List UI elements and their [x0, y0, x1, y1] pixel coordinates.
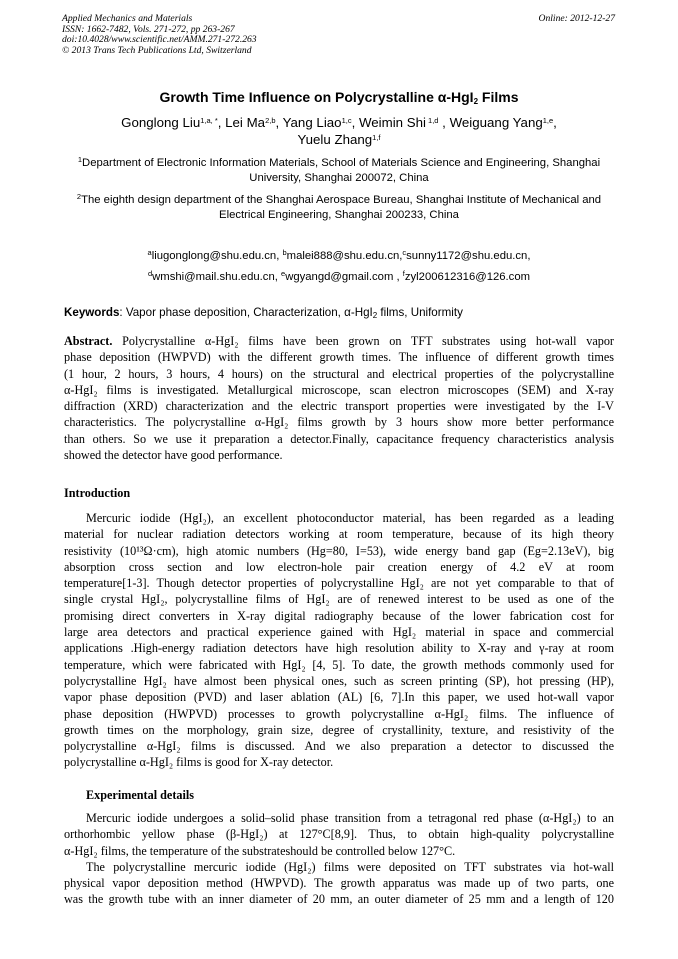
keywords-label: Keywords: [64, 306, 120, 319]
abstract-line: (1 hour, 2 hours, 3 hours, 4 hours) on the structural and electrical properties of the polycrystalline: [64, 366, 614, 381]
email-mark: b: [282, 248, 287, 257]
doi-line: doi:10.4028/www.scientific.net/AMM.271-272.263: [62, 34, 257, 45]
affiliation-1: [70, 156, 608, 185]
abstract: [64, 333, 614, 463]
email-link[interactable]: zyl200612316@126.com: [404, 271, 531, 283]
email-mark: c: [402, 248, 407, 257]
paragraph-line: large area detectors and practical experience gained with HgI₂ material in space and commercial: [64, 625, 614, 640]
email-link[interactable]: sunny1172@shu.edu.cn,: [406, 250, 531, 262]
abstract-line: α-HgI₂ films is investigated. Metallurgical microscope, scan electron microscopes (SEM) and X-ray: [64, 382, 614, 397]
issn-line: ISSN: 1662-7482, Vols. 271-272, pp 263-267: [62, 23, 235, 35]
email-mark: d: [147, 269, 153, 278]
affiliation-mark: 2: [76, 192, 82, 201]
copyright-line: © 2013 Trans Tech Publications Ltd, Switzerland: [62, 44, 252, 56]
author-mark: 2,b: [265, 116, 276, 125]
paragraph-line: polycrystalline HgI₂ have almost been physical ones, such as screen printing (SP), hot pressing (HP),: [64, 673, 614, 688]
keywords-subscript: 2: [372, 311, 378, 320]
section-heading-introduction: Introduction: [64, 486, 131, 500]
author-name: Weimin Shi: [358, 115, 426, 130]
author-mark: 1,d: [425, 116, 439, 125]
paragraph-line: phase deposition (HWPVD) processes to growth polycrystalline α-HgI₂ films. The influence of: [64, 706, 614, 721]
keywords: [64, 306, 624, 319]
abstract-line: [64, 333, 614, 349]
keywords-text-end: films, Uniformity: [377, 306, 463, 319]
abstract-line: phase deposition (HWPVD) with the different growth times. The influence of different growth times: [64, 350, 614, 365]
journal-header: [62, 14, 622, 56]
paragraph-line: α-HgI₂ films, the temperature of the substrateshould be controlled below 127°C.: [64, 843, 456, 858]
author-mark: 1,f: [372, 133, 381, 142]
paragraph-line: Mercuric iodide (HgI₂), an excellent photoconductor material, has been regarded as a leading: [86, 511, 614, 525]
paragraph-line: polycrystalline α-HgI₂ films is good for X-ray detector.: [64, 755, 334, 770]
email-line-1: [60, 250, 618, 262]
affiliation-mark: 1: [77, 155, 83, 164]
paper-title: [0, 89, 678, 105]
author-list: [40, 114, 638, 148]
paragraph-line: single crystal HgI₂, polycrystalline films of HgI₂ are of renewed interest to be used as one of the: [64, 592, 614, 607]
email-link[interactable]: liugonglong@shu.edu.cn,: [151, 250, 280, 262]
abstract-text: Polycrystalline α-HgI₂ films have been grown on TFT substrates using hot-wall vapor: [112, 334, 614, 348]
paragraph-line: growth times on the morphology, grain size, degree of crystallinity, texture, and resistivity of the: [64, 722, 614, 737]
title-text: Growth Time Influence on Polycrystalline α-HgI: [159, 89, 474, 105]
affiliation-2: [70, 193, 608, 222]
author-mark: 1,e: [542, 116, 554, 125]
experimental-body: [64, 810, 614, 908]
email-mark: a: [147, 248, 152, 257]
paragraph-line: material for nuclear radiation detectors working at room temperature, because of its high theory: [64, 527, 614, 542]
email-link[interactable]: wgyangd@gmail.com ,: [285, 271, 400, 283]
abstract-line: showed the detector have good performance.: [64, 448, 283, 463]
email-line-2: [60, 271, 618, 283]
paragraph-line: applications .High-energy radiation detectors have high resolution ability to X-ray and γ-ray at room: [64, 641, 614, 656]
abstract-line: diffraction (XRD) characterization and the electric transport properties were investigated by the I-V: [64, 399, 614, 414]
author-separator: ,: [275, 115, 283, 130]
title-subscript: 2: [473, 97, 479, 106]
author-separator: ,: [553, 115, 557, 130]
affiliation-text: Department of Electronic Information Materials, School of Materials Science and Engineering, Shanghai University, Shanghai 200072, China: [82, 157, 601, 184]
author-mark: 1,a, *: [200, 116, 218, 125]
paragraph-line: was the growth tube with an inner diameter of 20 mm, an outer diameter of 25 mm and a length of 120: [64, 892, 614, 907]
author-name: Lei Ma: [225, 115, 266, 130]
paragraph-line: The polycrystalline mercuric iodide (HgI₂) films were deposited on TFT substrates via hot-wall: [86, 859, 614, 874]
introduction-body: [64, 510, 614, 771]
title-suffix: Films: [478, 89, 519, 105]
author-separator: ,: [217, 115, 226, 130]
online-date: Online: 2012-12-27: [538, 13, 615, 24]
author-name: Weiguang Yang: [449, 115, 543, 130]
journal-name: Applied Mechanics and Materials: [62, 13, 193, 24]
abstract-line: characteristics. The polycrystalline α-HgI₂ films growth by 3 hours show more better performance: [64, 415, 614, 430]
paragraph-line: absorption cross section and low electron-hole pair creation energy of 4.2 eV at room: [64, 559, 614, 574]
paragraph-line: temperature[1-3]. Though detector properties of polycrystalline HgI₂ are not yet comparable to that of: [64, 576, 614, 591]
paragraph-line: promising direct converters in X-ray digital radiography because of the lower fabrication cost for: [64, 608, 614, 623]
email-mark: f: [402, 269, 405, 278]
paragraph-line: physical vapor deposition method (HWPVD). The growth apparatus was made up of two parts, one: [64, 876, 614, 891]
paragraph-line: temperature, which were fabricated with HgI₂ [4, 5]. To date, the growth methods commonly used for: [64, 657, 614, 672]
paragraph-line: Mercuric iodide undergoes a solid–solid phase transition from a tetragonal red phase (α-HgI₂) to an: [86, 811, 614, 825]
email-link[interactable]: malei888@shu.edu.cn,: [286, 250, 403, 262]
author-name: Yuelu Zhang: [297, 132, 373, 147]
author-mark: 1,c: [341, 116, 352, 125]
keywords-text: : Vapor phase deposition, Characterization, α-HgI: [119, 306, 373, 319]
email-mark: e: [281, 269, 286, 278]
author-name: Gonglong Liu: [121, 115, 201, 130]
affiliation-text: The eighth design department of the Shanghai Aerospace Bureau, Shanghai Institute of Mechanical and Electrical Engineering, Shanghai 200233, China: [81, 194, 602, 221]
author-separator: ,: [438, 115, 450, 130]
abstract-line: than others. So we use it preparation a detector.Finally, capacitance frequency characteristics analysis: [64, 431, 614, 446]
paragraph-line: orthorhombic yellow phase (β-HgI₂) at 127°C[8,9]. Thus, to obtain high-quality polycrystalline: [64, 827, 614, 842]
author-separator: ,: [351, 115, 359, 130]
section-heading-experimental: Experimental details: [86, 788, 194, 802]
author-name: Yang Liao: [282, 115, 342, 130]
paragraph-line: vapor phase deposition (PVD) and laser ablation (AL) [6, 7].In this paper, we used hot-wall vapor: [64, 690, 614, 705]
email-link[interactable]: wmshi@mail.shu.edu.cn,: [152, 271, 278, 283]
paragraph-line: polycrystalline α-HgI₂ films is discussed. And we also preparation a detector to discussed the: [64, 739, 614, 754]
abstract-label: Abstract.: [64, 334, 113, 348]
paragraph-line: resistivity (10¹³Ω·cm), high atomic numbers (Hg=80, I=53), wide energy band gap (Eg=2.13eV), big: [64, 543, 614, 558]
